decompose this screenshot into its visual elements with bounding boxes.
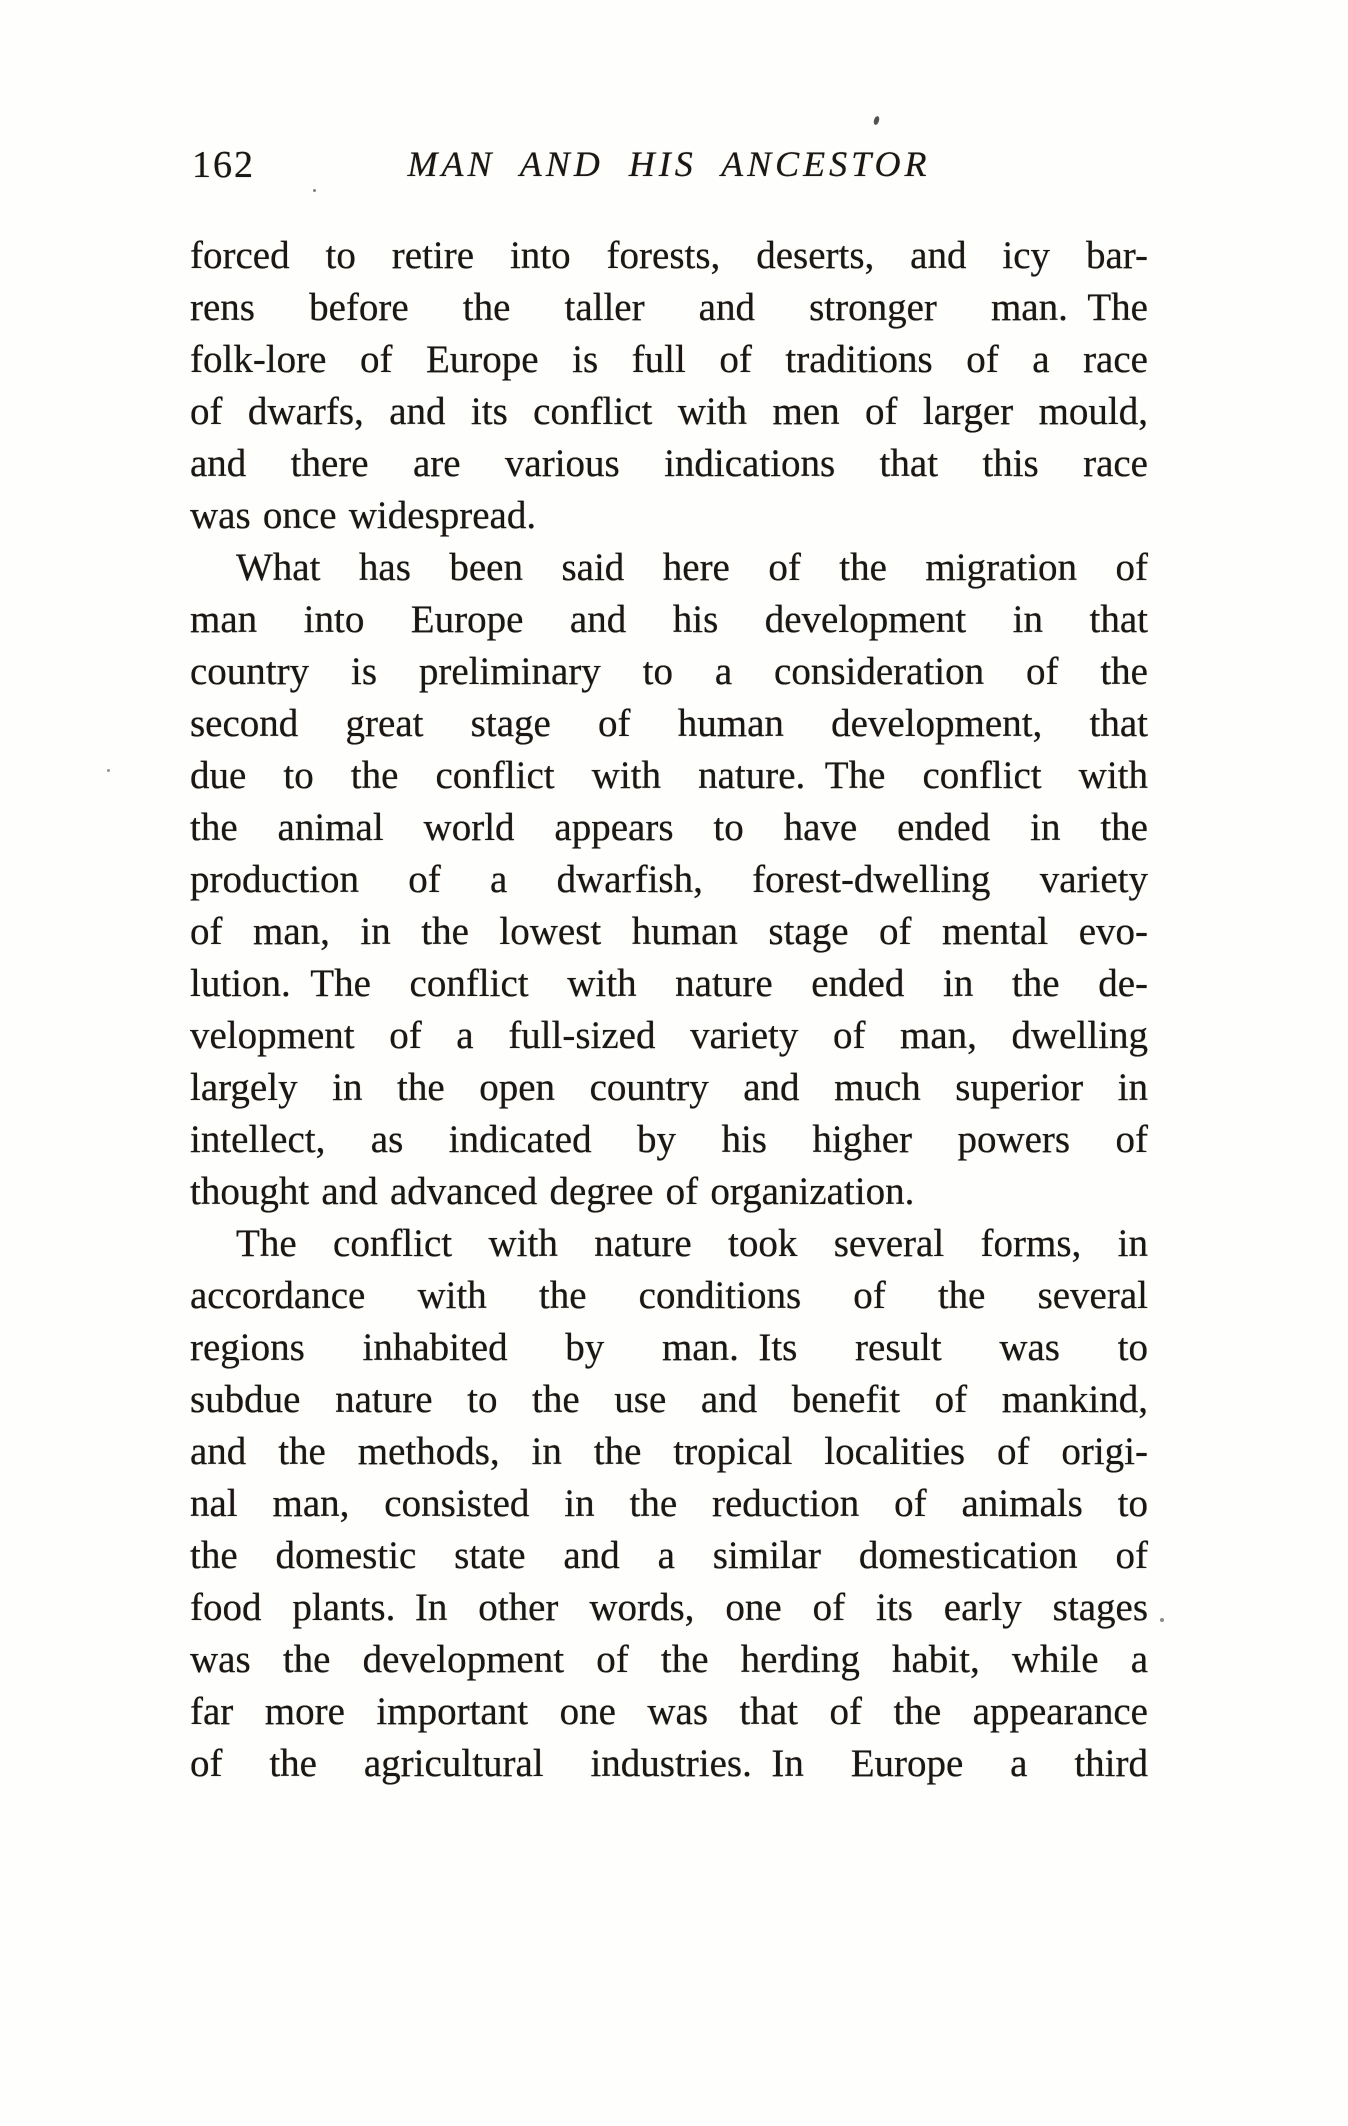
scan-speck [1160,1618,1164,1622]
text-line: folk-lore of Europe is full of traditions of a race [190,338,1148,381]
text-line: the animal world appears to have ended in the [190,806,1148,849]
text-line: intellect, as indicated by his higher powers of [190,1118,1148,1161]
text-line: largely in the open country and much superior in [190,1066,1148,1109]
scan-speck [873,115,881,125]
page-number: 162 [192,144,255,186]
page-header [190,141,1148,195]
text-line: man into Europe and his development in that [190,598,1148,641]
text-line: of dwarfs, and its conflict with men of larger mould, [190,390,1148,433]
body-text [190,230,1148,1790]
text-line: due to the conflict with nature. The conflict with [190,754,1148,797]
text-line: second great stage of human development, that [190,702,1148,745]
text-line: production of a dwarfish, forest-dwelling variety [190,858,1148,901]
text-line: rens before the taller and stronger man. The [190,286,1148,329]
text-line: and there are various indications that this race [190,442,1148,485]
text-line: was the development of the herding habit, while a [190,1638,1148,1681]
text-line: The conflict with nature took several forms, in [236,1222,1148,1265]
text-line: accordance with the conditions of the several [190,1274,1148,1317]
text-line: thought and advanced degree of organization. [190,1170,915,1213]
scan-speck [313,189,316,192]
text-line: the domestic state and a similar domestication of [190,1534,1148,1577]
text-line: nal man, consisted in the reduction of animals to [190,1482,1148,1525]
text-line: What has been said here of the migration of [236,546,1148,589]
text-line: subdue nature to the use and benefit of mankind, [190,1378,1148,1421]
text-line: lution. The conflict with nature ended in the de- [190,962,1148,1005]
running-title: MAN AND HIS ANCESTOR [407,144,931,184]
text-line: and the methods, in the tropical localities of origi- [190,1430,1148,1473]
text-line: of the agricultural industries. In Europe a third [190,1742,1148,1785]
text-line: was once widespread. [190,494,537,537]
text-line: velopment of a full-sized variety of man, dwelling [190,1014,1148,1057]
text-line: country is preliminary to a consideration of the [190,650,1148,693]
text-line: of man, in the lowest human stage of mental evo- [190,910,1148,953]
text-line: far more important one was that of the appearance [190,1690,1148,1733]
scan-speck [107,769,110,772]
text-line: forced to retire into forests, deserts, and icy bar- [190,234,1148,277]
text-line: food plants. In other words, one of its early stages [190,1586,1148,1629]
text-line: regions inhabited by man. Its result was to [190,1326,1148,1369]
